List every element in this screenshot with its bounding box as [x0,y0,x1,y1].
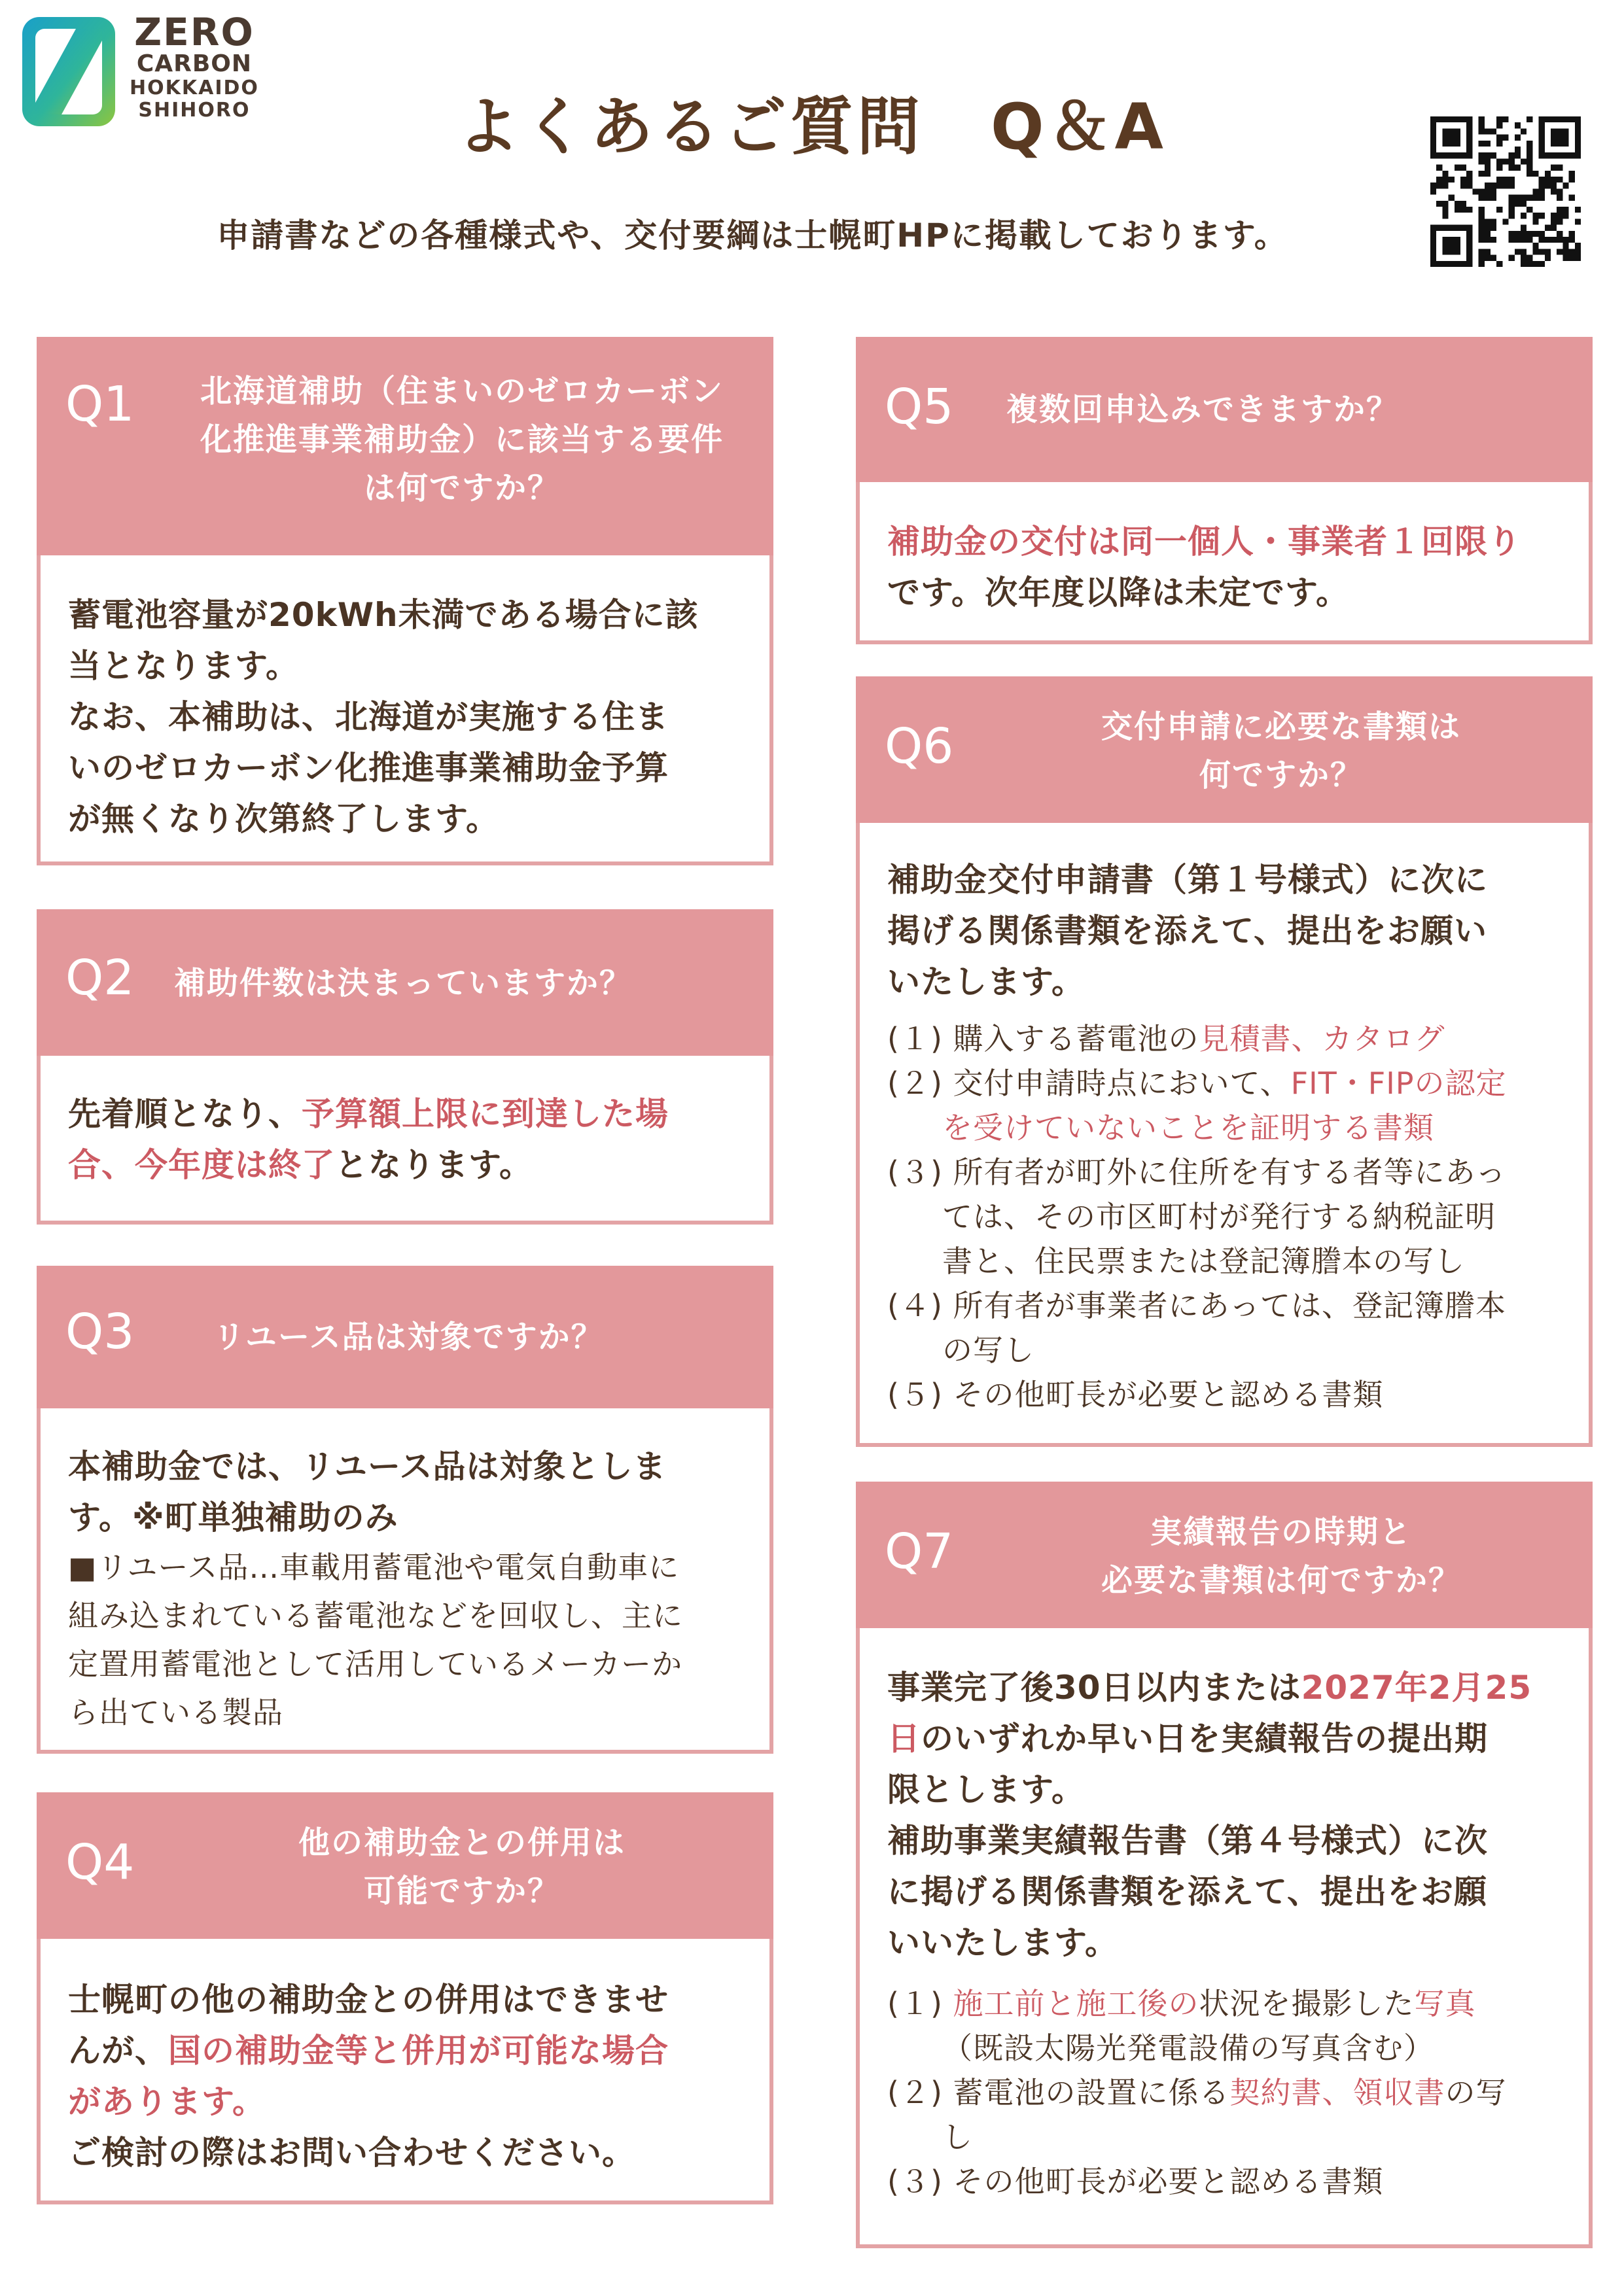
logo-text-hokkaido: HOKKAIDO [130,77,259,99]
question-title: 他の補助金との併用は 可能ですか？ [298,1824,626,1909]
page-title: よくあるご質問 Q＆A [457,90,1167,164]
faq-header-q1 [37,337,773,555]
question-number: Q5 [885,379,954,435]
question-number: Q7 [885,1523,954,1580]
question-number: Q2 [65,950,135,1006]
answer-text: 先着順となり、予算額上限に到達した場 合、今年度は終了となります。 [68,1095,669,1184]
question-title: 北海道補助（住まいのゼロカーボン 化推進事業補助金）に該当する要件 は何ですか？ [200,373,724,506]
faq-card-q3 [37,1266,773,1754]
question-number: Q4 [65,1834,135,1890]
question-title: 補助件数は決まっていますか？ [174,965,633,1001]
faq-card-q6 [856,676,1593,1447]
answer-text: 事業完了後30日以内または2027年2月25 日のいずれか早い日を実績報告の提出期 限とします。 補助事業実績報告書（第４号様式）に次 に掲げる関係書類を添えて、提出をお願 いいたします。 (１) 施工前と施工後の状況を撮影した写真 （既設太陽光発電設備の写真含む） (２) 蓄電池の設置に係る契約書、領収書の写 し (３) その他町長が必要と認める書類 [887,1669,1532,2199]
logo-text-shihoro: SHIHORO [138,99,251,122]
page-subtitle: 申請書などの各種様式や、交付要綱は士幌町HPに掲載しております。 [217,217,1288,254]
question-number: Q6 [885,718,954,774]
qr-code[interactable] [1430,116,1581,267]
faq-header-q3 [37,1266,773,1408]
question-number: Q3 [65,1304,135,1360]
faq-card-q7 [856,1482,1593,2248]
faq-header-q5 [856,337,1593,482]
faq-card-q2 [37,909,773,1225]
answer-text: 補助金交付申請書（第１号様式）に次に 掲げる関係書類を添えて、提出をお願い いたします。 (１) 購入する蓄電池の見積書、カタログ (２) 交付申請時点において、FIT・FIPの認定 を受けていないことを証明する書類 (３) 所有者が町外に住所を有する者等にあっ ては、その市区町村が発行する納税証明 書と、住民票または登記簿謄本の写し (４) 所有者が事業者にあっては、登記簿謄本 の写し (５) その他町長が必要と認める書類 [887,861,1507,1412]
faq-card-q1 [37,337,773,865]
answer-text: 本補助金では、リユース品は対象としま す。※町単独補助のみ ■リユース品…車載用蓄電池や電気自動車に 組み込まれている蓄電池などを回収し、主に 定置用蓄電池として活用しているメーカーか ら出ている製品 [68,1448,683,1730]
faq-header-q4 [37,1792,773,1939]
answer-text: 士幌町の他の補助金との併用はできませ んが、国の補助金等と併用が可能な場合 があります。 ご検討の際はお問い合わせください。 [68,1981,669,2172]
logo-text-carbon: CARBON [136,50,253,77]
answer-text: 蓄電池容量が20kWh未満である場合に該 当となります。 なお、本補助は、北海道が実施する住ま いのゼロカーボン化推進事業補助金予算 が無くなり次第終了します。 [68,596,699,838]
question-title: 複数回申込みできますか？ [1006,391,1400,428]
faq-card-q4 [37,1792,773,2204]
question-title: リユース品は対象ですか？ [213,1319,604,1355]
question-title: 交付申請に必要な書類は 何ですか？ [1101,708,1461,793]
faq-header-q7 [856,1482,1593,1628]
logo-text-zero: ZERO [134,10,255,54]
answer-text: 補助金の交付は同一個人・事業者１回限り です。次年度以降は未定です。 [887,523,1521,612]
faq-card-q5 [856,337,1593,644]
faq-header-q2 [37,909,773,1056]
question-number: Q1 [65,376,135,432]
faq-header-q6 [856,676,1593,823]
question-title: 実績報告の時期と 必要な書類は何ですか？ [1101,1514,1461,1599]
